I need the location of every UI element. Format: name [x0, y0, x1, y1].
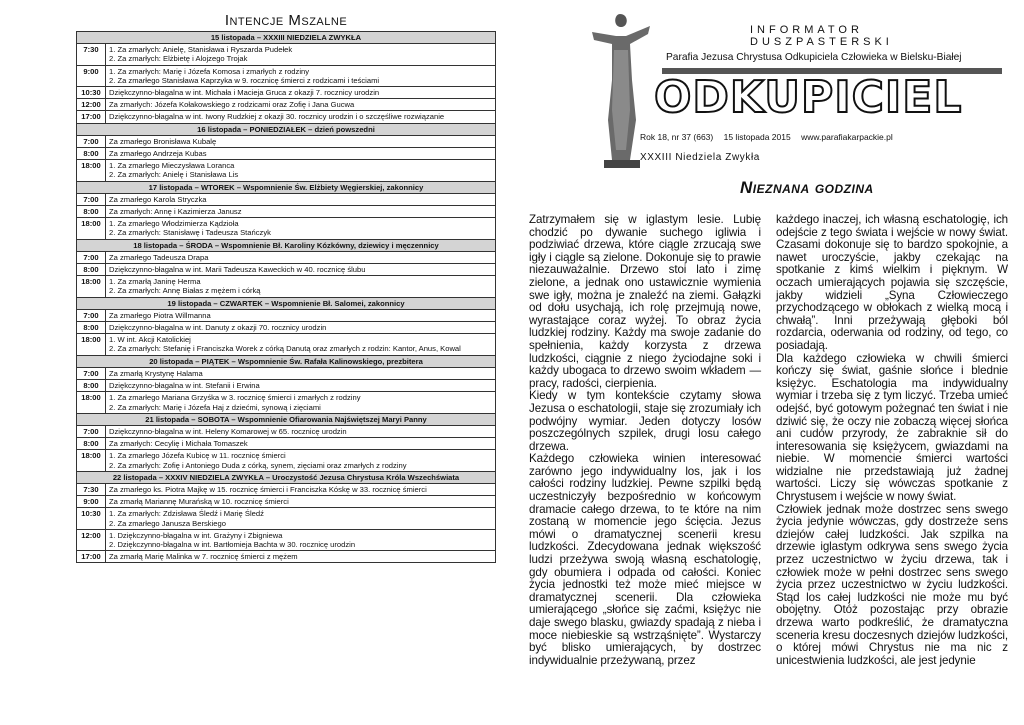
mass-time: 7:00 — [77, 135, 106, 147]
table-row — [77, 483, 496, 495]
table-row — [77, 193, 496, 205]
mass-intention: Za zmarłego ks. Piotra Majkę w 15. rocznicę śmierci i Franciszka Kóskę w 33. rocznicę śmierci — [106, 483, 496, 495]
mass-intention: 1. Za zmarłego Mieczysława Loranca 2. Za zmarłych: Anielę i Stanisława Lis — [106, 160, 496, 181]
mass-time: 8:00 — [77, 438, 106, 450]
day-title: 15 listopada – XXXIII NIEDZIELA ZWYKŁA — [77, 32, 496, 44]
mass-intention: Za zmarłego Tadeusza Drapa — [106, 251, 496, 263]
mass-intentions-section — [76, 12, 496, 563]
mass-time: 12:00 — [77, 529, 106, 550]
table-row — [77, 322, 496, 334]
mass-time: 7:00 — [77, 251, 106, 263]
day-title: 17 listopada – WTOREK – Wspomnienie Św. Elżbiety Węgierskiej, zakonnicy — [77, 181, 496, 193]
mass-intention: Dziękczynno-błagalna w int. Iwony Rudzkiej z okazji 30. rocznicy urodzin i o szczęśliwe rozwiązanie — [106, 111, 496, 123]
table-row — [77, 496, 496, 508]
table-row — [77, 551, 496, 563]
mass-time: 12:00 — [77, 99, 106, 111]
article-paragraph: Kiedy w tym kontekście czytamy słowa Jezusa o eschatologii, staje się zrozumiały ich podwójny wymiar. Jeden dotyczy losów poszczególnych szpilek, drugi losu całego drzewa. — [529, 389, 761, 453]
table-row — [77, 367, 496, 379]
mass-time: 7:00 — [77, 425, 106, 437]
table-row — [77, 450, 496, 471]
table-row — [77, 206, 496, 218]
day-header-row — [77, 181, 496, 193]
mass-intention: Za zmarłą Marię Malinka w 7. rocznicę śmierci z mężem — [106, 551, 496, 563]
christ-statue-icon — [590, 10, 652, 170]
mass-time: 8:00 — [77, 148, 106, 160]
mass-intention: Za zmarłą Mariannę Murańską w 10. rocznicę śmierci — [106, 496, 496, 508]
mass-intention: 1. Za zmarłych: Anielę, Stanisława i Ryszarda Pudełek 2. Za zmarłych: Elżbietę i Alojzego Trojak — [106, 44, 496, 65]
day-header-row — [77, 413, 496, 425]
day-title: 20 listopada – PIĄTEK – Wspomnienie Św. Rafała Kalinowskiego, prezbitera — [77, 355, 496, 367]
table-row — [77, 111, 496, 123]
article-paragraph: Zatrzymałem się w iglastym lesie. Lubię chodzić po dywanie suchego igliwia i podziwiać drzewa, które ciągle zrzucają swe igły i ciągle są zielone. Dokonuje się to prawie niezauważalnie. Drzewo stoi lato i zimę zielone, a jednak ono ustawicznie wymienia swe igły, można je znaleźć na ziemi. Gałązki od dołu usychają, ich rolę przejmują nowe, wyrastające coraz wyżej. To obraz życia ludzkiej rodziny. Każdy ma swoje zadanie do spełnienia, każdy korzysta z drzewa ludzkości, ciągnie z niego życiodajne soki i każdy ubogaca to drzewo swoim wkładem — pracy, radości, cierpienia. — [529, 213, 761, 390]
mass-time: 17:00 — [77, 551, 106, 563]
mass-time: 8:00 — [77, 380, 106, 392]
day-header-row — [77, 297, 496, 309]
liturgical-sunday: XXXIII Niedziela Zwykła — [640, 152, 760, 163]
day-title: 22 listopada – XXXIV NIEDZIELA ZWYKŁA – Uroczystość Jezusa Chrystusa Króla Wszechświata — [77, 471, 496, 483]
table-row — [77, 148, 496, 160]
mass-intention: Za zmarłego Karola Stryczka — [106, 193, 496, 205]
mass-intention: 1. Za zmarłych: Zdzisława Śledź i Marię Śledź 2. Za zmarłego Janusza Berskiego — [106, 508, 496, 529]
informator-label: INFORMATOR DUSZPASTERSKI — [750, 24, 893, 48]
mass-time: 8:00 — [77, 322, 106, 334]
day-title: 18 listopada – ŚRODA – Wspomnienie Bł. Karoliny Kózkówny, dziewicy i męczennicy — [77, 239, 496, 251]
table-row — [77, 160, 496, 181]
table-row — [77, 425, 496, 437]
mass-intentions-heading: Intencje Mszalne — [224, 12, 348, 29]
table-row — [77, 44, 496, 65]
table-row — [77, 135, 496, 147]
mass-intention: Dziękczynno-błagalna w int. Heleny Komarowej w 65. rocznicę urodzin — [106, 425, 496, 437]
article-column-1 — [529, 214, 761, 667]
mass-time: 18:00 — [77, 160, 106, 181]
mass-intention: 1. Za zmarłego Mariana Grzyśka w 3. rocznicę śmierci i zmarłych z rodziny 2. Za zmarłych: Marię i Józefa Haj z dziećmi, synową i zięciami — [106, 392, 496, 413]
masthead — [590, 10, 1010, 170]
table-row — [77, 264, 496, 276]
table-row — [77, 65, 496, 86]
article-column-2 — [776, 214, 1008, 667]
mass-intention: Za zmarłych: Annę i Kazimierza Janusz — [106, 206, 496, 218]
mass-intention: Za zmarłą Krystynę Halama — [106, 367, 496, 379]
mass-intention: Za zmarłego Andrzeja Kubas — [106, 148, 496, 160]
newsletter-title: ODKUPICIEL — [654, 72, 963, 123]
table-row — [77, 218, 496, 239]
table-row — [77, 438, 496, 450]
mass-time: 7:00 — [77, 193, 106, 205]
table-row — [77, 380, 496, 392]
issue-meta — [640, 132, 901, 142]
mass-time: 7:00 — [77, 309, 106, 321]
table-row — [77, 529, 496, 550]
day-header-row — [77, 239, 496, 251]
mass-time: 8:00 — [77, 264, 106, 276]
table-row — [77, 251, 496, 263]
table-row — [77, 309, 496, 321]
article-paragraph: Człowiek jednak może dostrzec sens swego życia jedynie wówczas, gdy dostrzeże sens dziejów całej ludzkości. Jak szpilka na drzewie iglastym odkrywa sens swego życia przez uczestnictwo w życiu drzewa, tak i człowiek może w pełni dostrzec sens swego życia przez uczestnictwo w życiu ludzkości. Stąd los całej ludzkości nie może mu być obojętny. Otóż pozostając przy obrazie drzewa warto podkreślić, że dramatyczna sceneria kresu doczesnych dziejów ludzkości, o której mówi Chrystus nie ma nic z unicestwienia ludzkości, ale jest jedynie — [776, 502, 1008, 667]
mass-intention: Za zmarłych: Józefa Kołakowskiego z rodzicami oraz Zofię i Jana Gucwa — [106, 99, 496, 111]
mass-time: 18:00 — [77, 276, 106, 297]
mass-intention: Za zmarłego Bronisława Kubalę — [106, 135, 496, 147]
table-row — [77, 508, 496, 529]
day-header-row — [77, 355, 496, 367]
parish-name: Parafia Jezusa Chrystusa Odkupiciela Człowieka w Bielsku-Białej — [666, 52, 962, 63]
mass-intention: Dziękczynno-błagalna w int. Marii Tadeusza Kaweckich w 40. rocznicę ślubu — [106, 264, 496, 276]
article-paragraph: Każdego człowieka winien interesować zarówno jego indywidualny los, jak i los całości rodziny ludzkiej. Pewne szpilki będą uczestniczyły bezpośrednio w końcowym dramacie całego drzewa, to te które na nim zostaną w momencie jego ścięcia. Jezus mówi o dramatycznej scenerii kresu ludzkości. Zdecydowana jednak większość ludzi przeżywa swoją własną eschatologię, gdy obumiera i odpada od całości. Koniec życia jednostki też może mieć miejsce w dramatycznej scenerii. Dla człowieka umierającego „słońce się zaćmi, księżyc nie daje swego blasku, gwiazdy spadają z nieba i moce niebieskie są wstrząśnięte”. Wystarczy być blisko umierających, by dostrzec indywidualnie przeżywaną, przez — [529, 452, 761, 667]
mass-time: 9:00 — [77, 496, 106, 508]
mass-intention: 1. Za zmarłego Włodzimierza Kądzioła 2. Za zmarłych: Stanisławę i Tadeusza Stańczyk — [106, 218, 496, 239]
day-title: 16 listopada – PONIEDZIAŁEK – dzień powszedni — [77, 123, 496, 135]
mass-time: 10:30 — [77, 87, 106, 99]
mass-time: 18:00 — [77, 334, 106, 355]
article-paragraph: Dla każdego człowieka w chwili śmierci kończy się świat, gaśnie słońce i blednie księżyc. Eschatologia ma indywidualny wymiar i trzeba się z tym liczyć. Trzeba umieć odejść, być gotowym pożegnać ten świat i nie dziwić się, że oczy nie zobaczą więcej słońca ani cudów przyrody, że zabraknie sił do interesowania się księżycem, gwiazdami na niebie. W momencie śmierci wartości widzialne nie przedstawiają już żadnej wartości. Liczy się wówczas spotkanie z Chrystusem i wejście w nowy świat. — [776, 351, 1008, 504]
issue-number: Rok 18, nr 37 (663) — [640, 132, 714, 142]
mass-time: 18:00 — [77, 218, 106, 239]
mass-time: 18:00 — [77, 392, 106, 413]
mass-intention: 1. Za zmarłą Janinę Herma 2. Za zmarłych: Annę Białas z mężem i córką — [106, 276, 496, 297]
day-title: 19 listopada – CZWARTEK – Wspomnienie Bł. Salomei, zakonnicy — [77, 297, 496, 309]
mass-time: 7:30 — [77, 44, 106, 65]
mass-intention: Dziękczynno-błagalna w int. Stefanii i Erwina — [106, 380, 496, 392]
mass-time: 7:30 — [77, 483, 106, 495]
mass-time: 9:00 — [77, 65, 106, 86]
mass-time: 17:00 — [77, 111, 106, 123]
day-title: 21 listopada – SOBOTA – Wspomnienie Ofiarowania Najświętszej Maryi Panny — [77, 413, 496, 425]
issue-date: 15 listopada 2015 — [723, 132, 791, 142]
mass-intention: 1. Dziękczynno-błagalna w int. Grażyny i Zbigniewa 2. Dziękczynno-błagalna w int. Bartłomieja Bachta w 30. rocznicę urodzin — [106, 529, 496, 550]
mass-intention: 1. Za zmarłych: Marię i Józefa Komosa i zmarłych z rodziny 2. Za zmarłego Stanisława Kaprzyka w 9. rocznicę śmierci z rodzicami i teściami — [106, 65, 496, 86]
mass-time: 7:00 — [77, 367, 106, 379]
mass-intention: Dziękczynno-błagalna w int. Michała i Macieja Gruca z okazji 7. rocznicy urodzin — [106, 87, 496, 99]
day-header-row — [77, 123, 496, 135]
mass-intention: 1. Za zmarłego Józefa Kubicę w 11. rocznicę śmierci 2. Za zmarłych: Zofię i Antoniego Duda z córką, synem, zięciami oraz zmarłych z rodziny — [106, 450, 496, 471]
article-paragraph: każdego inaczej, ich własną eschatologię, ich odejście z tego świata i wejście w nowy świat. Czasami dokonuje się to bardzo spokojnie, a nawet uroczyście, jakby czekając na spotkanie z kimś wielkim i pięknym. W oczach umierających pojawia się szczęście, jakby widzieli „Syna Człowieczego przychodzącego w obłokach z wielką mocą i chwałą”. Inni przeżywają głęboki ból rozdarcia, oderwania od rodziny, od tego, co posiadają. — [776, 213, 1008, 352]
table-row — [77, 87, 496, 99]
day-header-row — [77, 32, 496, 44]
table-row — [77, 276, 496, 297]
mass-time: 8:00 — [77, 206, 106, 218]
website-link[interactable]: www.parafiakarpackie.pl — [801, 132, 893, 142]
table-row — [77, 392, 496, 413]
mass-intention: Za zmarłego Piotra Willmanna — [106, 309, 496, 321]
table-row — [77, 334, 496, 355]
mass-intentions-table — [76, 31, 496, 563]
article-title: Nieznana godzina — [740, 178, 874, 197]
mass-intention: 1. W int. Akcji Katolickiej 2. Za zmarłych: Stefanię i Franciszka Worek z córką Danutą oraz zmarłych z rodzin: Kantor, Anus, Kowal — [106, 334, 496, 355]
day-header-row — [77, 471, 496, 483]
mass-time: 18:00 — [77, 450, 106, 471]
mass-intention: Za zmarłych: Cecylię i Michała Tomaszek — [106, 438, 496, 450]
mass-intention: Dziękczynno-błagalna w int. Danuty z okazji 70. rocznicy urodzin — [106, 322, 496, 334]
table-row — [77, 99, 496, 111]
mass-time: 10:30 — [77, 508, 106, 529]
